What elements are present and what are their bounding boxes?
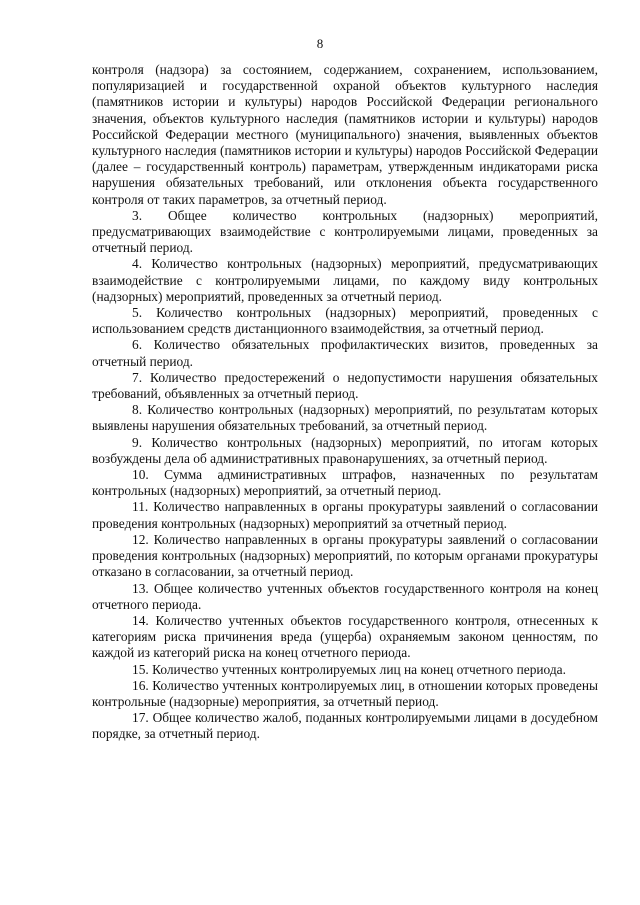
- list-item-3: 3. Общее количество контрольных (надзорных) мероприятий, предусматривающих взаимодействие с контролируемыми лицами, проведенных за отчетный период.: [92, 207, 598, 256]
- list-item-17: 17. Общее количество жалоб, поданных контролируемыми лицами в досудебном порядке, за отчетный период.: [92, 710, 598, 742]
- list-item-16: 16. Количество учтенных контролируемых лиц, в отношении которых проведены контрольные (надзорные) мероприятия, за отчетный период.: [92, 677, 598, 709]
- list-item-10: 10. Сумма административных штрафов, назначенных по результатам контрольных (надзорных) мероприятий, за отчетный период.: [92, 467, 598, 499]
- list-item-13: 13. Общее количество учтенных объектов государственного контроля на конец отчетного периода.: [92, 580, 598, 612]
- list-item-15: 15. Количество учтенных контролируемых лиц на конец отчетного периода.: [132, 661, 566, 677]
- document-body: [92, 62, 598, 743]
- page-number: 8: [316, 36, 324, 51]
- list-item-5: 5. Количество контрольных (надзорных) мероприятий, проведенных с использованием средств дистанционного взаимодействия, за отчетный период.: [92, 305, 598, 337]
- list-item-14: 14. Количество учтенных объектов государственного контроля, отнесенных к категориям риска причинения вреда (ущерба) охраняемым законом ценностям, по каждой из категорий риска на конец отчетного периода.: [92, 612, 598, 661]
- list-item-11: 11. Количество направленных в органы прокуратуры заявлений о согласовании проведения контрольных (надзорных) мероприятий за отчетный период.: [92, 499, 598, 531]
- list-item-12: 12. Количество направленных в органы прокуратуры заявлений о согласовании проведения контрольных (надзорных) мероприятий, по которым органами прокуратуры отказано в согласовании, за отчетный период.: [92, 531, 598, 580]
- list-item-7: 7. Количество предостережений о недопустимости нарушения обязательных требований, объявленных за отчетный период.: [92, 369, 598, 402]
- list-item-6: 6. Количество обязательных профилактических визитов, проведенных за отчетный период.: [92, 337, 598, 369]
- list-item-9: 9. Количество контрольных (надзорных) мероприятий, по итогам которых возбуждены дела об административных правонарушениях, за отчетный период.: [92, 434, 598, 466]
- continued-paragraph: контроля (надзора) за состоянием, содержанием, сохранением, использованием, популяризацией и государственной охраной объектов культурного наследия (памятников истории и культуры) народов Российской Федерации регионального значения, объектов культурного наследия (памятников истории и культуры) народов Российской Федерации местного (муниципального) значения, выявленных объектов культурного наследия (памятников истории и культуры) народов Российской Федерации (далее – государственный контроль) параметрам, утвержденным индикаторами риска нарушения обязательных требований, или отклонения объекта государственного контроля от таких параметров, за отчетный период.: [92, 62, 598, 207]
- list-item-4: 4. Количество контрольных (надзорных) мероприятий, предусматривающих взаимодействие с контролируемыми лицами, по каждому виду контрольных (надзорных) мероприятий, проведенных за отчетный период.: [92, 256, 598, 304]
- list-item-8: 8. Количество контрольных (надзорных) мероприятий, по результатам которых выявлены нарушения обязательных требований, за отчетный период.: [92, 402, 598, 434]
